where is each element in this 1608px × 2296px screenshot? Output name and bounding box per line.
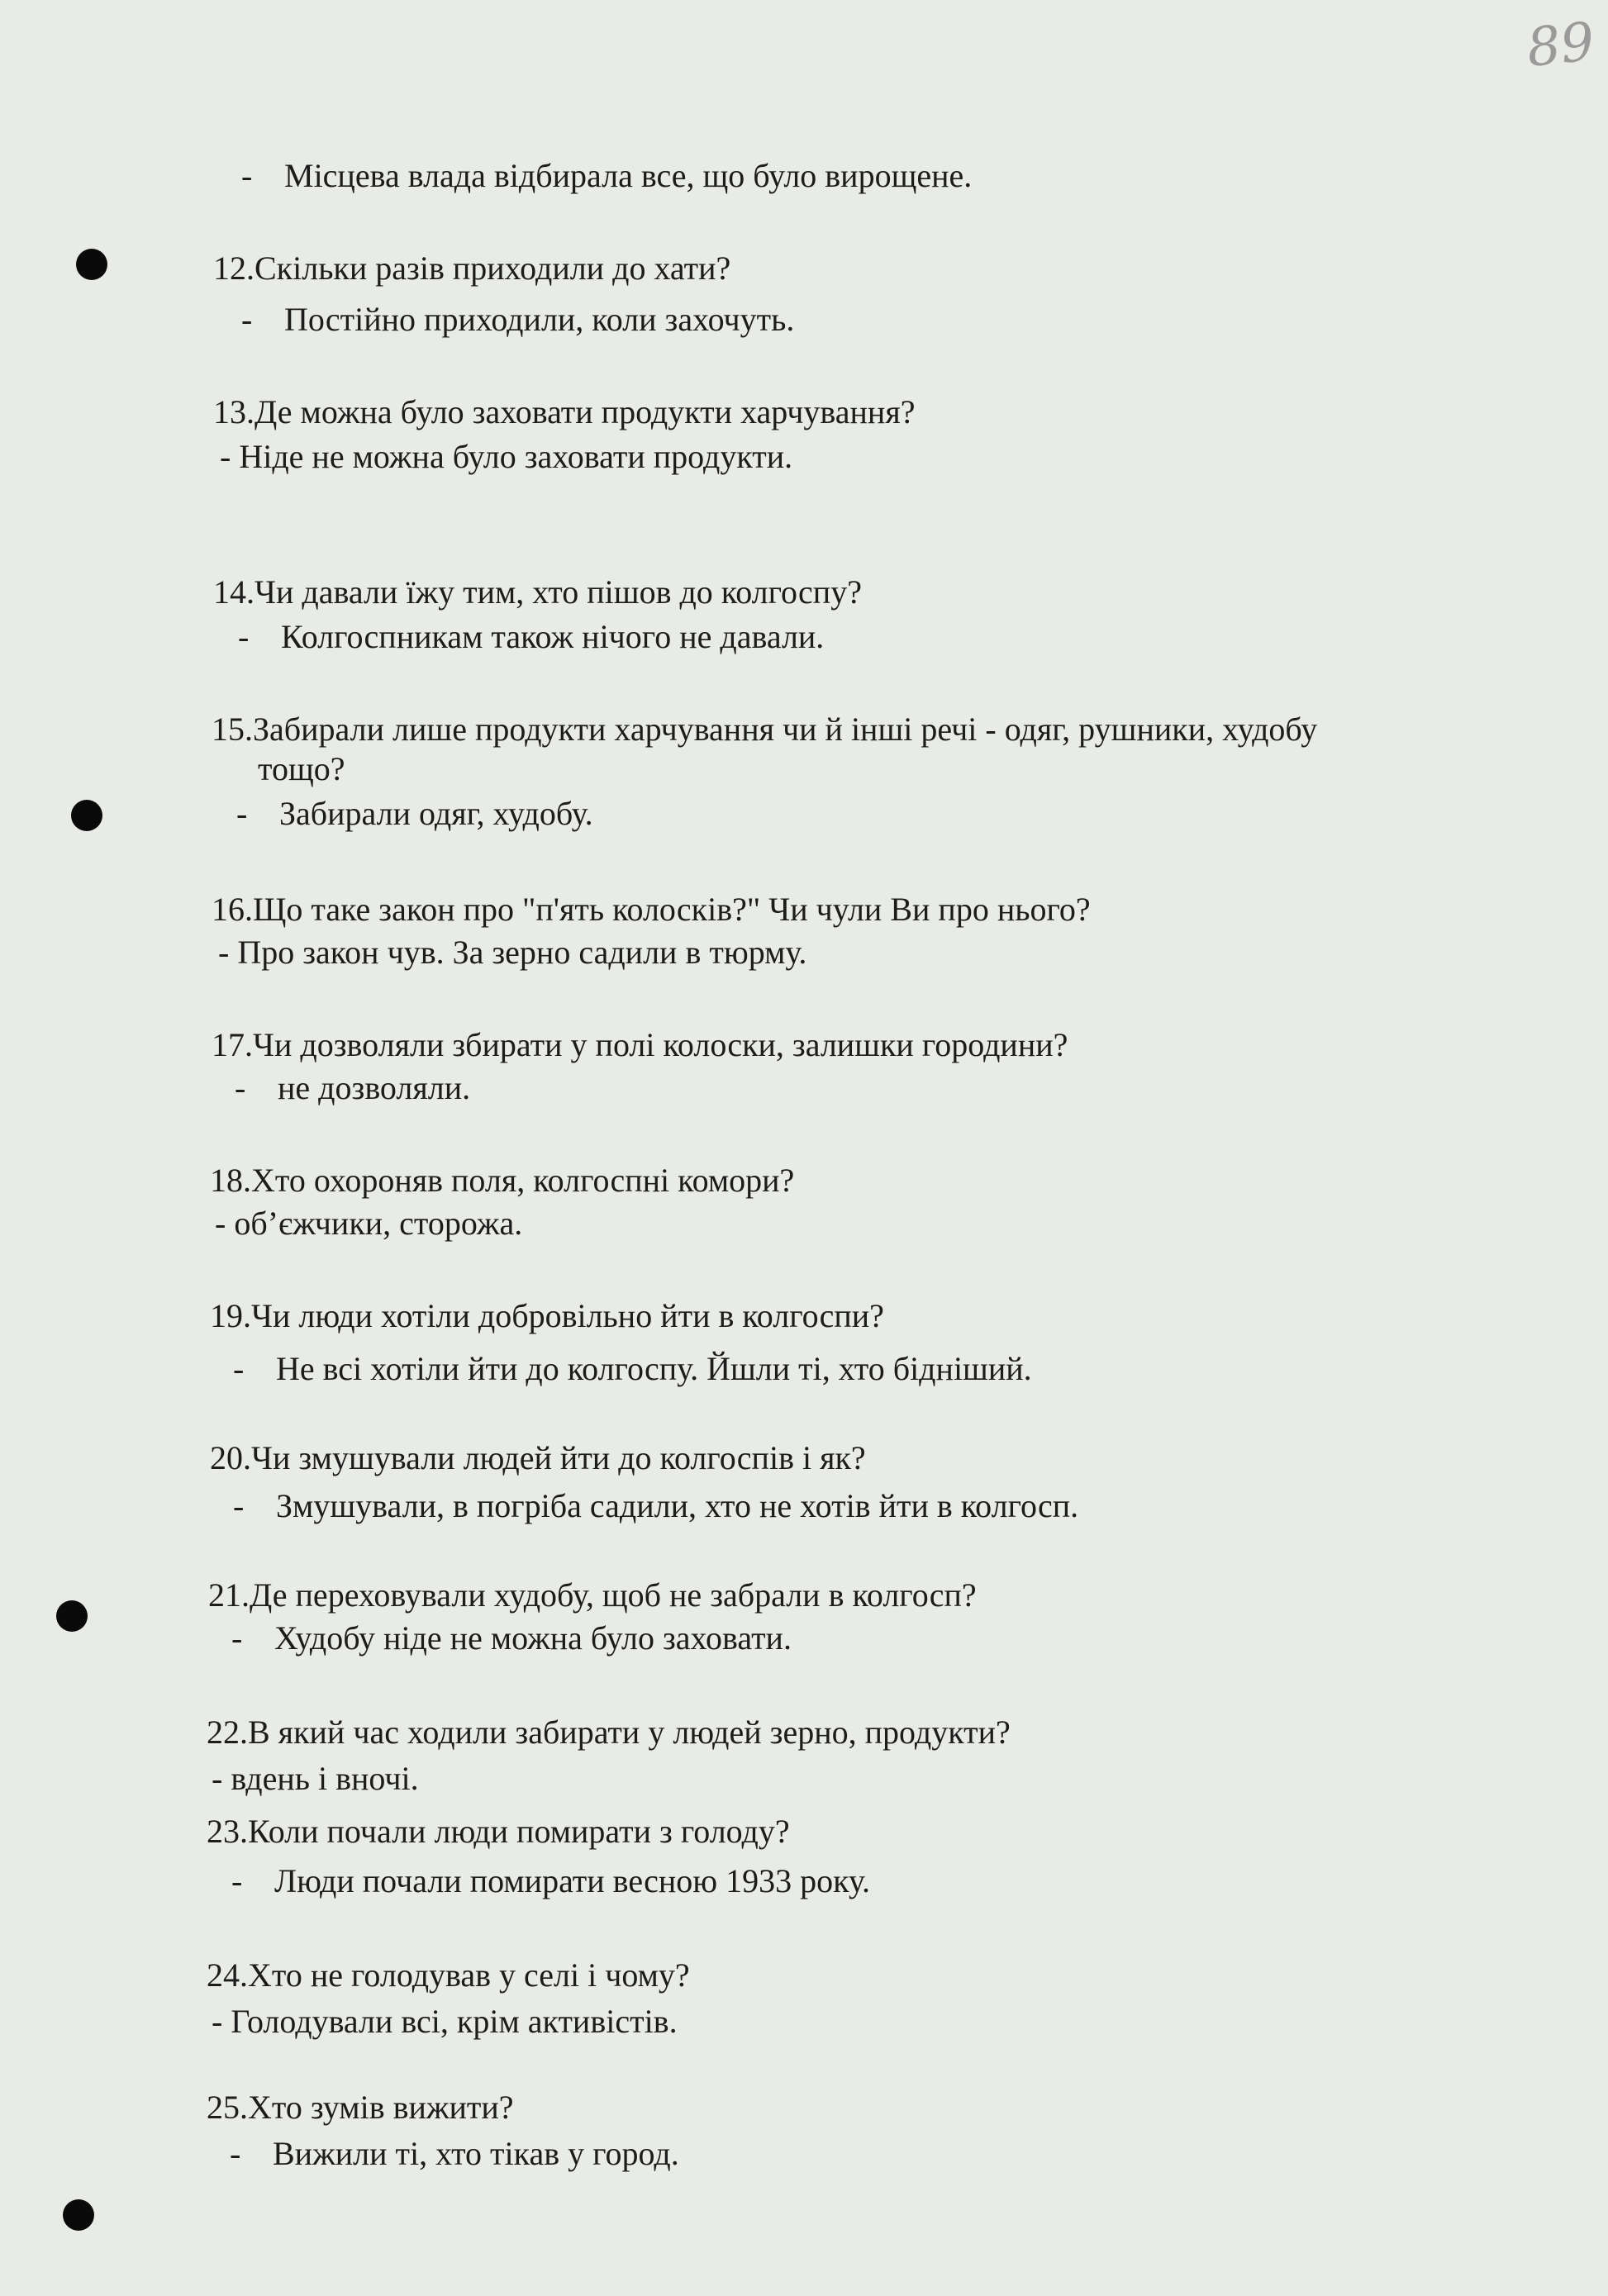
answer: - об’єжчики, сторожа. — [215, 1205, 523, 1242]
question: 12.Скільки разів приходили до хати? — [213, 250, 731, 287]
question: 25.Хто зумів вижити? — [207, 2089, 514, 2126]
punch-hole — [63, 2199, 94, 2231]
answer: - Ніде не можна було заховати продукти. — [220, 438, 793, 475]
question-continuation: тощо? — [258, 750, 345, 787]
question: 21.Де переховували худобу, щоб не забрали в колгосп? — [208, 1576, 977, 1614]
answer: - Змушували, в погріба садили, хто не хотів йти в колгосп. — [233, 1487, 1079, 1524]
answer: - вдень і вночі. — [212, 1760, 419, 1797]
answer: - Не всі хотіли йти до колгоспу. Йшли ті, хто бідніший. — [233, 1350, 1032, 1387]
question: 23.Коли почали люди помирати з голоду? — [207, 1813, 790, 1850]
question: 16.Що таке закон про "п'ять колосків?" Чи чули Ви про нього? — [212, 891, 1091, 928]
question: 20.Чи змушували людей йти до колгоспів і як? — [210, 1439, 866, 1476]
question: 24.Хто не голодував у селі і чому? — [207, 1956, 690, 1994]
answer: - Голодували всі, крім активістів. — [212, 2003, 678, 2040]
answer: - Вижили ті, хто тікав у город. — [230, 2135, 679, 2172]
page-number: 89 — [1524, 11, 1598, 80]
punch-hole — [71, 800, 102, 831]
question: 18.Хто охороняв поля, колгоспні комори? — [210, 1162, 795, 1199]
punch-hole — [56, 1600, 88, 1632]
answer: - Люди почали помирати весною 1933 року. — [231, 1862, 870, 1899]
punch-hole — [76, 249, 107, 280]
answer: - Постійно приходили, коли захочуть. — [241, 301, 795, 338]
answer: - Місцева влада відбирала все, що було вирощене. — [241, 157, 973, 194]
question: 15.Забирали лише продукти харчування чи й інші речі - одяг, рушники, худобу — [212, 711, 1318, 748]
answer: - не дозволяли. — [235, 1069, 471, 1106]
question: 19.Чи люди хотіли добровільно йти в колгоспи? — [210, 1297, 884, 1334]
question: 17.Чи дозволяли збирати у полі колоски, залишки городини? — [212, 1026, 1068, 1063]
question: 22.В який час ходили забирати у людей зерно, продукти? — [207, 1714, 1011, 1751]
answer: - Про закон чув. За зерно садили в тюрму. — [218, 934, 807, 971]
answer: - Колгоспникам також нічого не давали. — [238, 618, 825, 655]
question: 14.Чи давали їжу тим, хто пішов до колгоспу? — [213, 573, 862, 611]
answer: - Худобу ніде не можна було заховати. — [231, 1619, 792, 1657]
question: 13.Де можна було заховати продукти харчування? — [213, 393, 916, 430]
answer: - Забирали одяг, худобу. — [236, 795, 593, 832]
